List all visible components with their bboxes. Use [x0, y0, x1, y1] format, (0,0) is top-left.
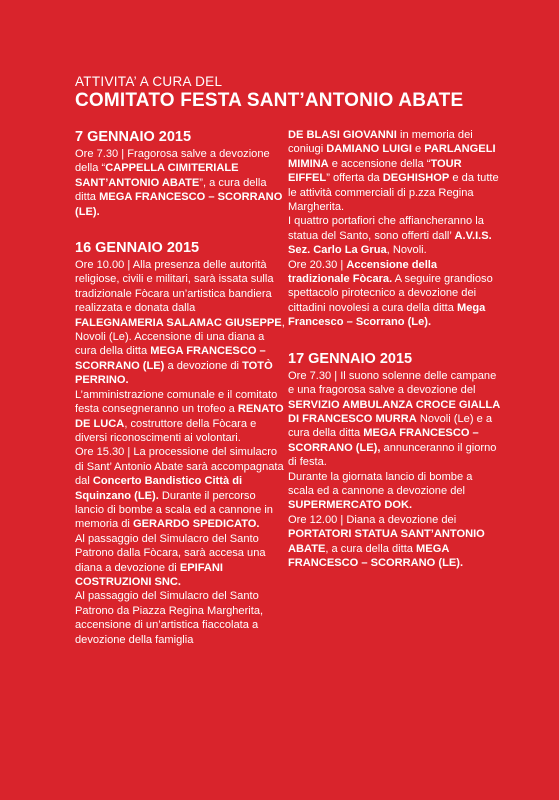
day-date: 7 GENNAIO 2015 — [75, 129, 192, 145]
event-paragraph — [75, 589, 285, 647]
event-highlight: Concerto Bandistico Città di Squinzano (LE). — [75, 475, 243, 502]
event-text: Ore 20.30 | — [288, 258, 347, 271]
event-highlight: MEGA FRANCESCO – SCORRANO (LE). — [288, 542, 464, 569]
event-highlight: GERARDO SPEDICATO. — [132, 518, 260, 531]
event-highlight: MEGA FRANCESCO – SCORRANO (LE). — [75, 191, 283, 218]
event-paragraph — [75, 258, 285, 388]
event-highlight: DAMIANO LUIGI — [326, 143, 412, 156]
event-highlight: DE BLASI GIOVANNI — [288, 129, 397, 141]
event-text: ”, a cura della ditta — [75, 176, 267, 204]
event-text: ” offerta da — [326, 172, 383, 185]
event-paragraph — [75, 388, 285, 446]
event-highlight: Mega Francesco – Scorrano (Le). — [288, 301, 486, 329]
event-text: Alla presenza delle autorità religiose, civili e militari, sarà issata sulla tradizionale Fòcara un’artistica bandiera realizzata e donata dalla — [75, 259, 274, 315]
day-7-gennaio — [75, 128, 285, 219]
event-text: L’amministrazione comunale e il comitato festa consegneranno un trofeo a — [75, 388, 278, 416]
event-paragraph — [288, 128, 500, 214]
event-text: annunceranno il giorno di festa. — [288, 441, 497, 469]
event-paragraph — [75, 147, 285, 219]
event-highlight: TOTÒ PERRINO. — [75, 359, 273, 387]
event-text: Al passaggio del Simulacro del Santo Patrono da Piazza Regina Margherita, accensione di un’artistica fiaccolata a devozione della famiglia — [75, 590, 264, 646]
event-paragraph — [288, 258, 500, 330]
event-text: Al passaggio del Simulacro del Santo Patrono dalla Fòcara, sarà accesa una diana a devozione di — [75, 532, 266, 574]
event-highlight: RENATO DE LUCA — [75, 403, 284, 430]
event-text: A seguire grandioso spettacolo pirotecnico a devozione dei cittadini novolesi a cura della ditta — [288, 273, 493, 314]
event-highlight: EPIFANI COSTRUZIONI SNC. — [75, 561, 224, 588]
event-text: , costruttore della Fòcara e diversi riconoscimenti ai volontari. — [75, 417, 257, 444]
event-highlight: DEGHISHOP — [382, 172, 450, 185]
event-highlight: PORTATORI STATUA SANT’ANTONIO ABATE — [288, 528, 485, 555]
event-text: Ore 10.00 | — [75, 259, 133, 272]
event-highlight: MEGA FRANCESCO – SCORRANO (LE), — [288, 427, 479, 454]
event-paragraph — [288, 214, 500, 257]
event-text: Il suono solenne delle campane e una fragorosa salve a devozione del — [288, 369, 497, 397]
event-text: Ore 7.30 | — [75, 148, 128, 160]
day-date: 16 GENNAIO 2015 — [75, 240, 200, 257]
page-title: COMITATO FESTA SANT’ANTONIO ABATE — [75, 90, 464, 111]
event-text: Fragorosa salve a devozione della “ — [75, 148, 270, 175]
event-text: Ore 15.30 | — [75, 446, 134, 459]
event-paragraph — [288, 513, 500, 571]
event-paragraph — [288, 369, 500, 470]
event-highlight: MEGA FRANCESCO – SCORRANO (LE) — [75, 345, 266, 372]
event-highlight: TOUR EIFFEL — [288, 157, 462, 185]
day-date: 17 GENNAIO 2015 — [288, 350, 413, 367]
event-text: e — [411, 143, 425, 156]
event-text: Durante la giornata lancio di bombe a scala ed a cannone a devozione del — [288, 470, 473, 497]
day-16-gennaio-continued — [288, 128, 500, 330]
event-paragraph — [288, 470, 500, 513]
event-text: , Novoli (Le). Accensione di una diana a cura della ditta — [75, 316, 285, 358]
event-highlight: SERVIZIO AMBULANZA CROCE GIALLA DI FRANCESCO MURRA — [288, 398, 500, 425]
event-text: , a cura della ditta — [325, 542, 417, 555]
event-highlight: FALEGNAMERIA SALAMAC GIUSEPPE — [75, 316, 282, 329]
event-text: e da tutte le attività commerciali di p.zza Regina Margherita. — [288, 172, 499, 214]
event-text: La processione del simulacro di Sant’ Antonio Abate sarà accompagnata dal — [75, 446, 284, 488]
day-17-gennaio — [288, 350, 500, 571]
event-highlight: Accensione della tradizionale Fòcara. — [288, 258, 438, 286]
event-highlight: A.V.I.S. Sez. Carlo La Grua — [288, 229, 492, 257]
right-column — [288, 128, 500, 570]
event-text: Ore 12.00 | — [288, 513, 347, 526]
event-highlight: CAPPELLA CIMITERIALE SANT’ANTONIO ABATE — [75, 162, 239, 189]
event-text: Durante il percorso lancio di bombe a scala ed a cannone in memoria di — [75, 489, 273, 531]
event-text: Novoli (Le) e a cura della ditta — [288, 412, 493, 440]
event-text: , Novoli. — [386, 244, 427, 257]
event-highlight: PARLANGELI MIMINA — [288, 143, 496, 170]
event-text: in memoria dei coniugi — [288, 129, 473, 156]
day-16-gennaio — [75, 239, 285, 647]
event-text: Diana a devozione dei — [346, 513, 457, 526]
left-column — [75, 128, 285, 647]
event-text: e accensione della “ — [328, 157, 431, 170]
event-text: Ore 7.30 | — [288, 369, 341, 382]
event-paragraph — [75, 532, 285, 590]
event-text: a devozione di — [164, 359, 243, 372]
event-highlight: SUPERMERCATO DOK. — [288, 499, 413, 512]
event-paragraph — [75, 445, 285, 531]
header-kicker: ATTIVITA’ A CURA DEL — [75, 74, 223, 89]
event-text: I quattro portafiori che affiancheranno la statua del Santo, sono offerti dall’ — [288, 215, 484, 242]
